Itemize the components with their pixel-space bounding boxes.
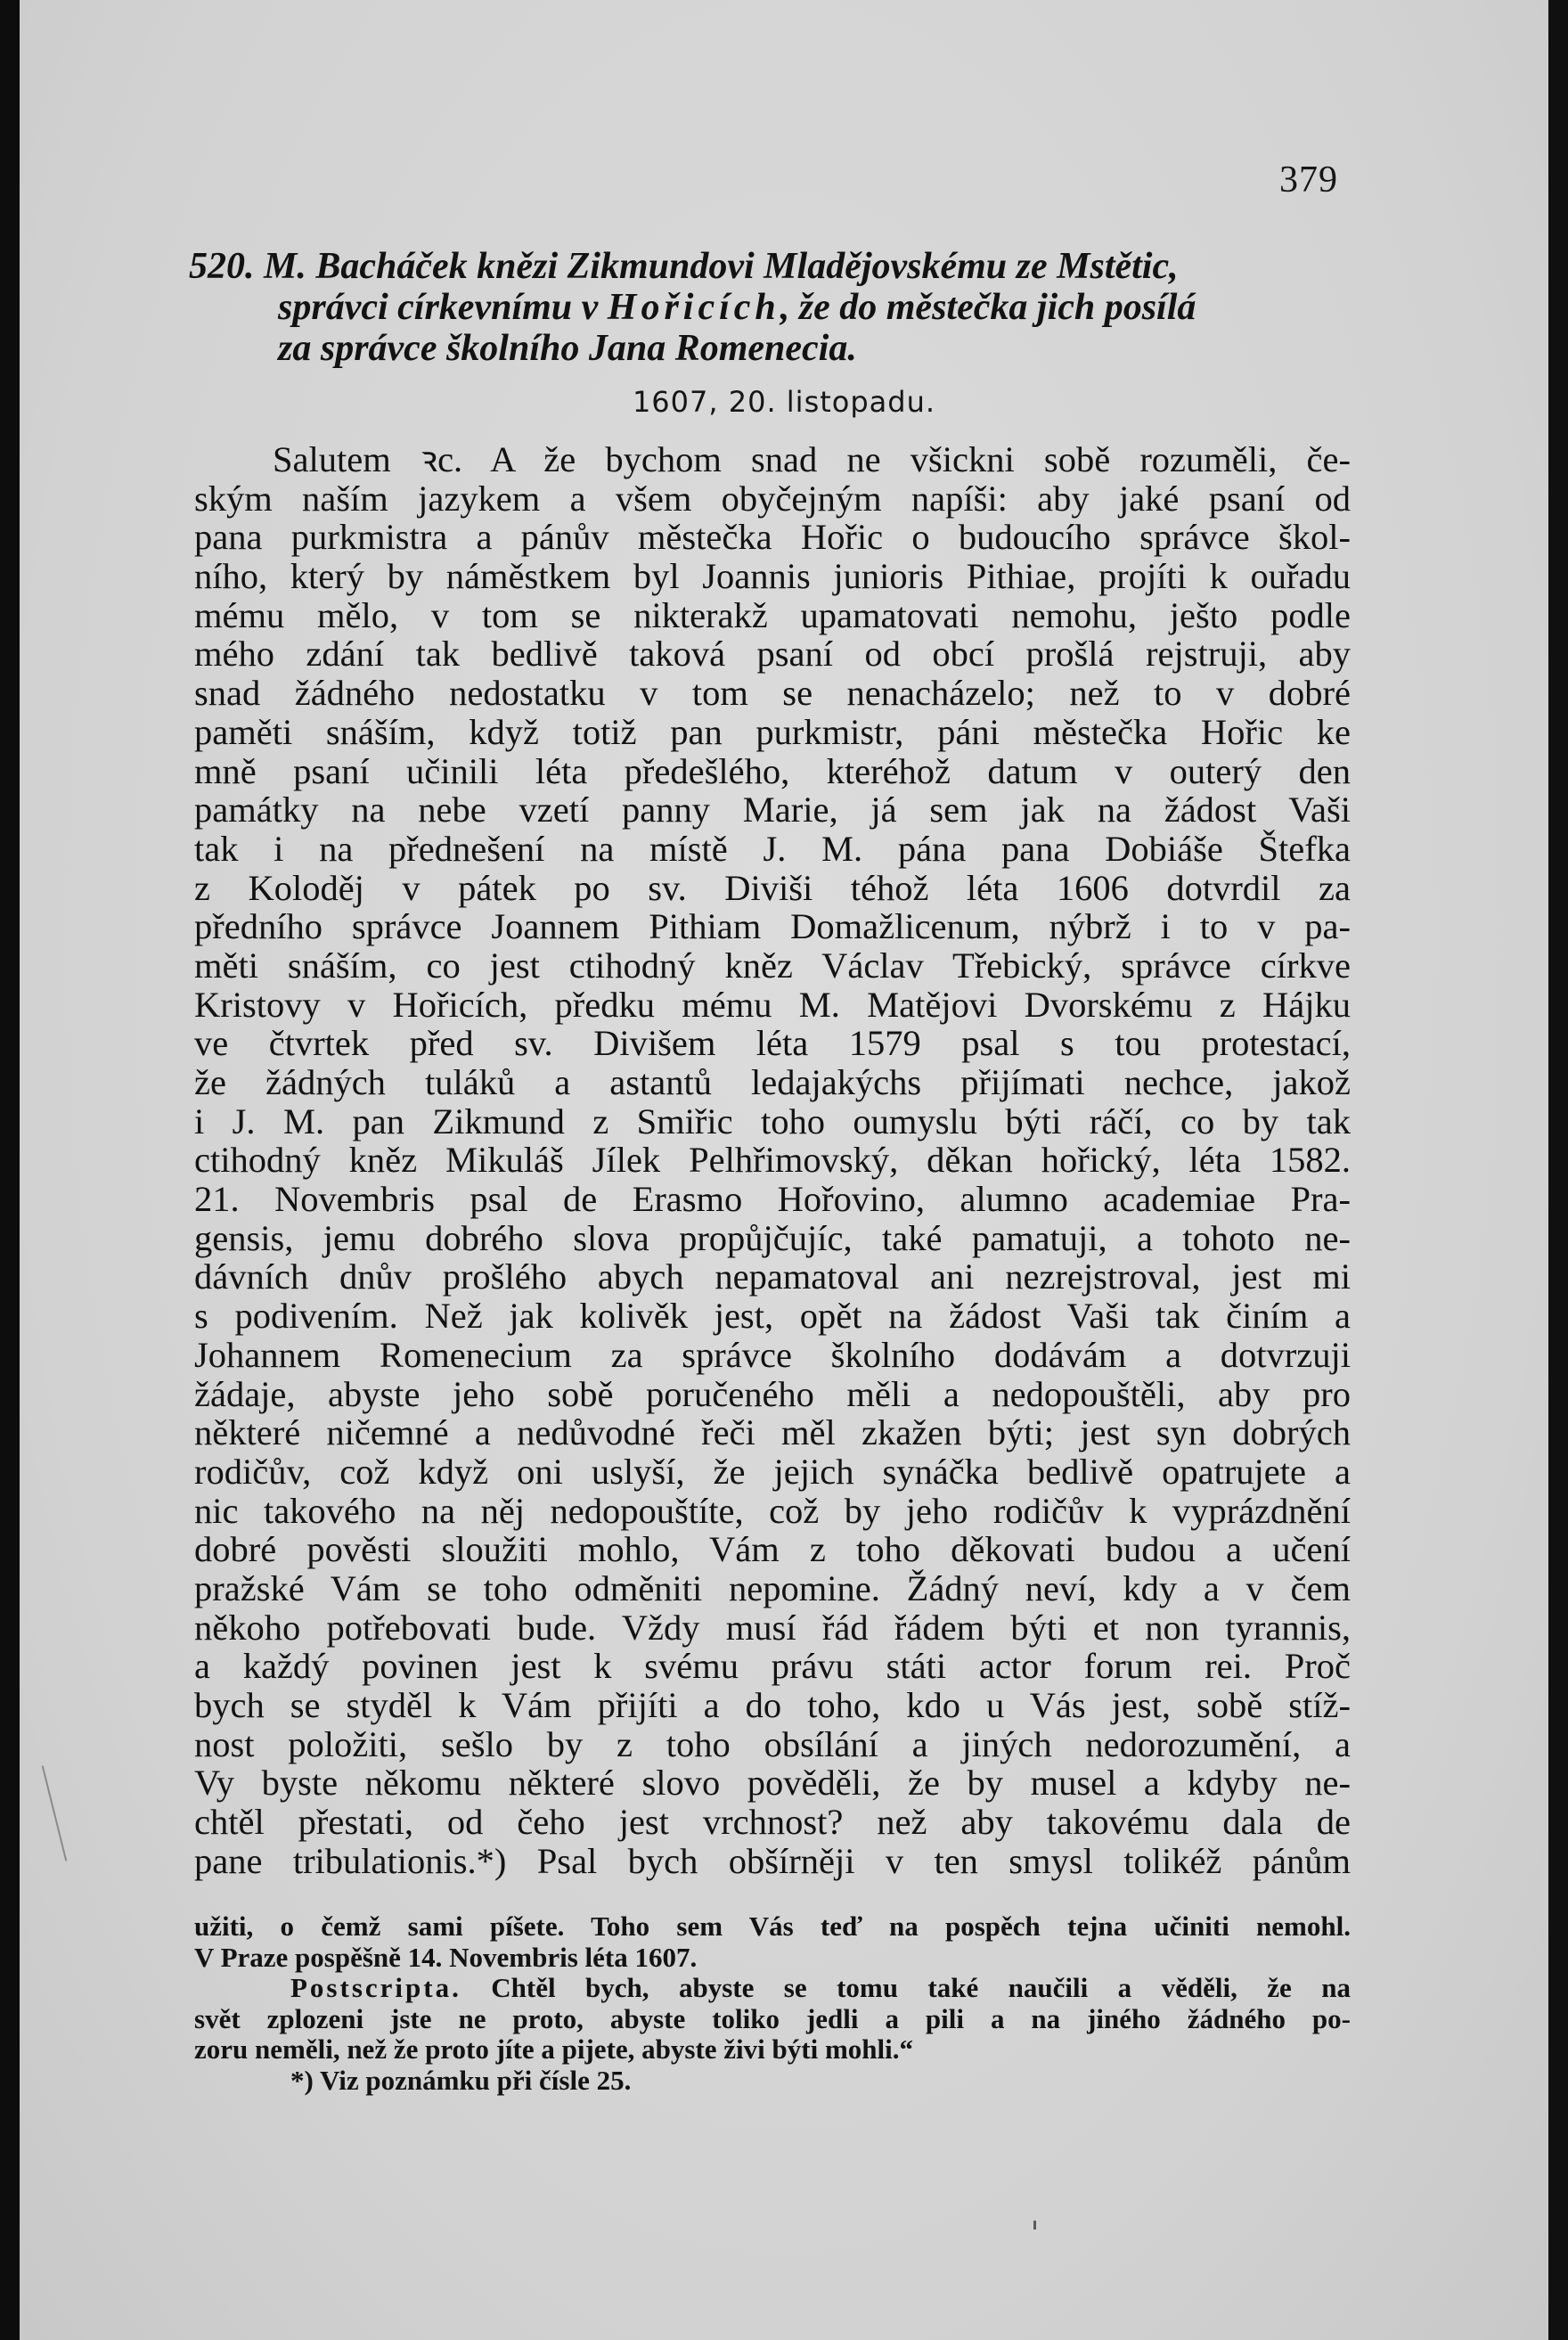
body-line: mně psaní učinili léta předešlého, kteréhož datum v outerý den [194,750,1351,791]
body-line: s podivením. Než jak kolivěk jest, opět na žádost Vaši tak činím a [194,1296,1351,1337]
body-line: dobré pověsti sloužiti mohlo, Vám z toho děkovati budou a učení [194,1529,1351,1570]
body-line: snad žádného nedostatku v tom se nenacházelo; než to v dobré [194,673,1351,714]
footnotes [194,1911,1351,2097]
body-line: nic takového na něj nedopouštíte, což by jeho rodičův k vyprázdnění [194,1490,1351,1531]
body-line: Kristovy v Hořicích, předku mému M. Matějovi Dvorskému z Hájku [194,984,1351,1025]
heading-place-name: Hořicích [607,287,780,328]
body-line: i J. M. pan Zikmund z Smiřic toho oumyslu býti ráčí, co by tak [194,1100,1351,1141]
body-line: pane tribulationis.*) Psal bych obšírněji v ten smysl tolikéž pánům [194,1840,1351,1881]
body-line: tak i na přednešení na místě J. M. pána pana Dobiáše Štefka [194,828,1351,869]
book-page [20,0,1548,2340]
body-line: Vy byste někomu některé slovo pověděli, že by musel a kdyby ne- [194,1763,1351,1804]
body-line: některé ničemné a nedůvodné řeči měl zkažen býti; jest syn dobrých [194,1412,1351,1453]
body-line: paměti snáším, když totiž pan purkmistr, páni městečka Hořic ke [194,711,1351,752]
letter-heading [189,246,1347,369]
body-line: chtěl přestati, od čeho jest vrchnost? než aby takovému dala de [194,1802,1351,1843]
body-line: předního správce Joannem Pithiam Domažlicenum, nýbrž i to v pa- [194,906,1351,947]
body-line: Johannem Romenecium za správce školního dodávám a dotvrzuji [194,1334,1351,1375]
postscript-line-1-rest: Chtěl bych, abyste se tomu také naučili a věděli, že na [461,1972,1351,2004]
body-line: z Koloděj v pátek po sv. Diviši téhož léta 1606 dotvrdil za [194,867,1351,908]
heading-line-1: 520. M. Bacháček knězi Zikmundovi Mladějovskému ze Mstětic, [189,246,1179,287]
letter-date: 1607, 20. listopadu. [632,385,936,419]
body-line: památky na nebe vzetí panny Marie, já sem jak na žádost Vaši [194,790,1351,830]
heading-line-2-start: správci církevnímu v [278,287,608,328]
body-line: mému mělo, v tom se nikterakž upamatovati nemohu, ješto podle [194,594,1351,635]
body-line: někoho potřebovati bude. Vždy musí řád řádem býti et non tyrannis, [194,1607,1351,1648]
scan-speck [42,1765,68,1861]
body-line: ctihodný kněz Mikuláš Jílek Pelhřimovský, děkan hořický, léta 1582. [194,1140,1351,1181]
body-line: a každý povinen jest k svému právu státi actor forum rei. Proč [194,1646,1351,1687]
postscript-line-3: zoru neměli, než že proto jíte a pijete, abyste živi býti mohli.“ [194,2033,913,2066]
body-line: ským naším jazykem a všem obyčejným napíši: aby jaké psaní od [194,478,1351,519]
reference-note: *) Viz poznámku při čísle 25. [290,2064,632,2096]
scan-border-right [1548,0,1568,2340]
body-line: mého zdání tak bedlivě taková psaní od obcí prošlá rejstruji, aby [194,634,1351,675]
body-line: rodičův, což když oni uslyší, že jejich synáčka bedlivě opatrujete a [194,1451,1351,1492]
body-line: gensis, jemu dobrého slova propůjčujíc, také pamatuji, a tohoto ne- [194,1217,1351,1258]
page-number: 379 [1279,160,1338,200]
letter-body [194,440,1351,1880]
footnote-line-2: V Praze pospěšně 14. Novembris léta 1607. [194,1941,698,1973]
scan-speck [1033,2221,1036,2230]
body-line: ve čtvrtek před sv. Divišem léta 1579 psal s tou protestací, [194,1023,1351,1064]
body-line: pana purkmistra a pánův městečka Hořic o budoucího správce škol- [194,517,1351,558]
heading-line-2 [189,287,1347,328]
scan-border-left [0,0,20,2340]
postscript-line-1 [194,1973,1351,2004]
footnote-line-1: užiti, o čemž sami píšete. Toho sem Vás teď na pospěch tejna učiniti nemohl. [194,1910,1351,1942]
body-line: 21. Novembris psal de Erasmo Hořovino, alumno academiae Pra- [194,1179,1351,1220]
heading-line-2-end: , že do městečka jich posílá [780,287,1196,328]
body-line: žádaje, abyste jeho sobě poručeného měli a nedopouštěli, aby pro [194,1373,1351,1414]
heading-line-3: za správce školního Jana Romenecia. [278,328,857,369]
body-line: že žádných tuláků a astantů ledajakýchs přijímati nechce, jakož [194,1062,1351,1102]
body-line: Salutem ꝛc. A že bychom snad ne všickni sobě rozuměli, če- [273,439,1351,479]
body-line: pražské Vám se toho odměniti nepomine. Žádný neví, kdy a v čem [194,1567,1351,1608]
body-line: ního, který by náměstkem byl Joannis junioris Pithiae, projíti k ouřadu [194,556,1351,597]
body-line: měti snáším, co jest ctihodný kněz Václav Třebický, správce církve [194,945,1351,986]
body-line: bych se styděl k Vám přijíti a do toho, kdo u Vás jest, sobě stíž- [194,1685,1351,1725]
body-line: dávních dnův prošlého abych nepamatoval ani nezrejstroval, jest mi [194,1256,1351,1297]
postscript-line-2: svět zplozeni jste ne proto, abyste toliko jedli a pili a na jiného žádného po- [194,2002,1351,2034]
body-line: nost položiti, sešlo by z toho obsílání a jiných nedorozumění, a [194,1723,1351,1764]
postscript-label: Postscripta. [290,1972,461,2004]
